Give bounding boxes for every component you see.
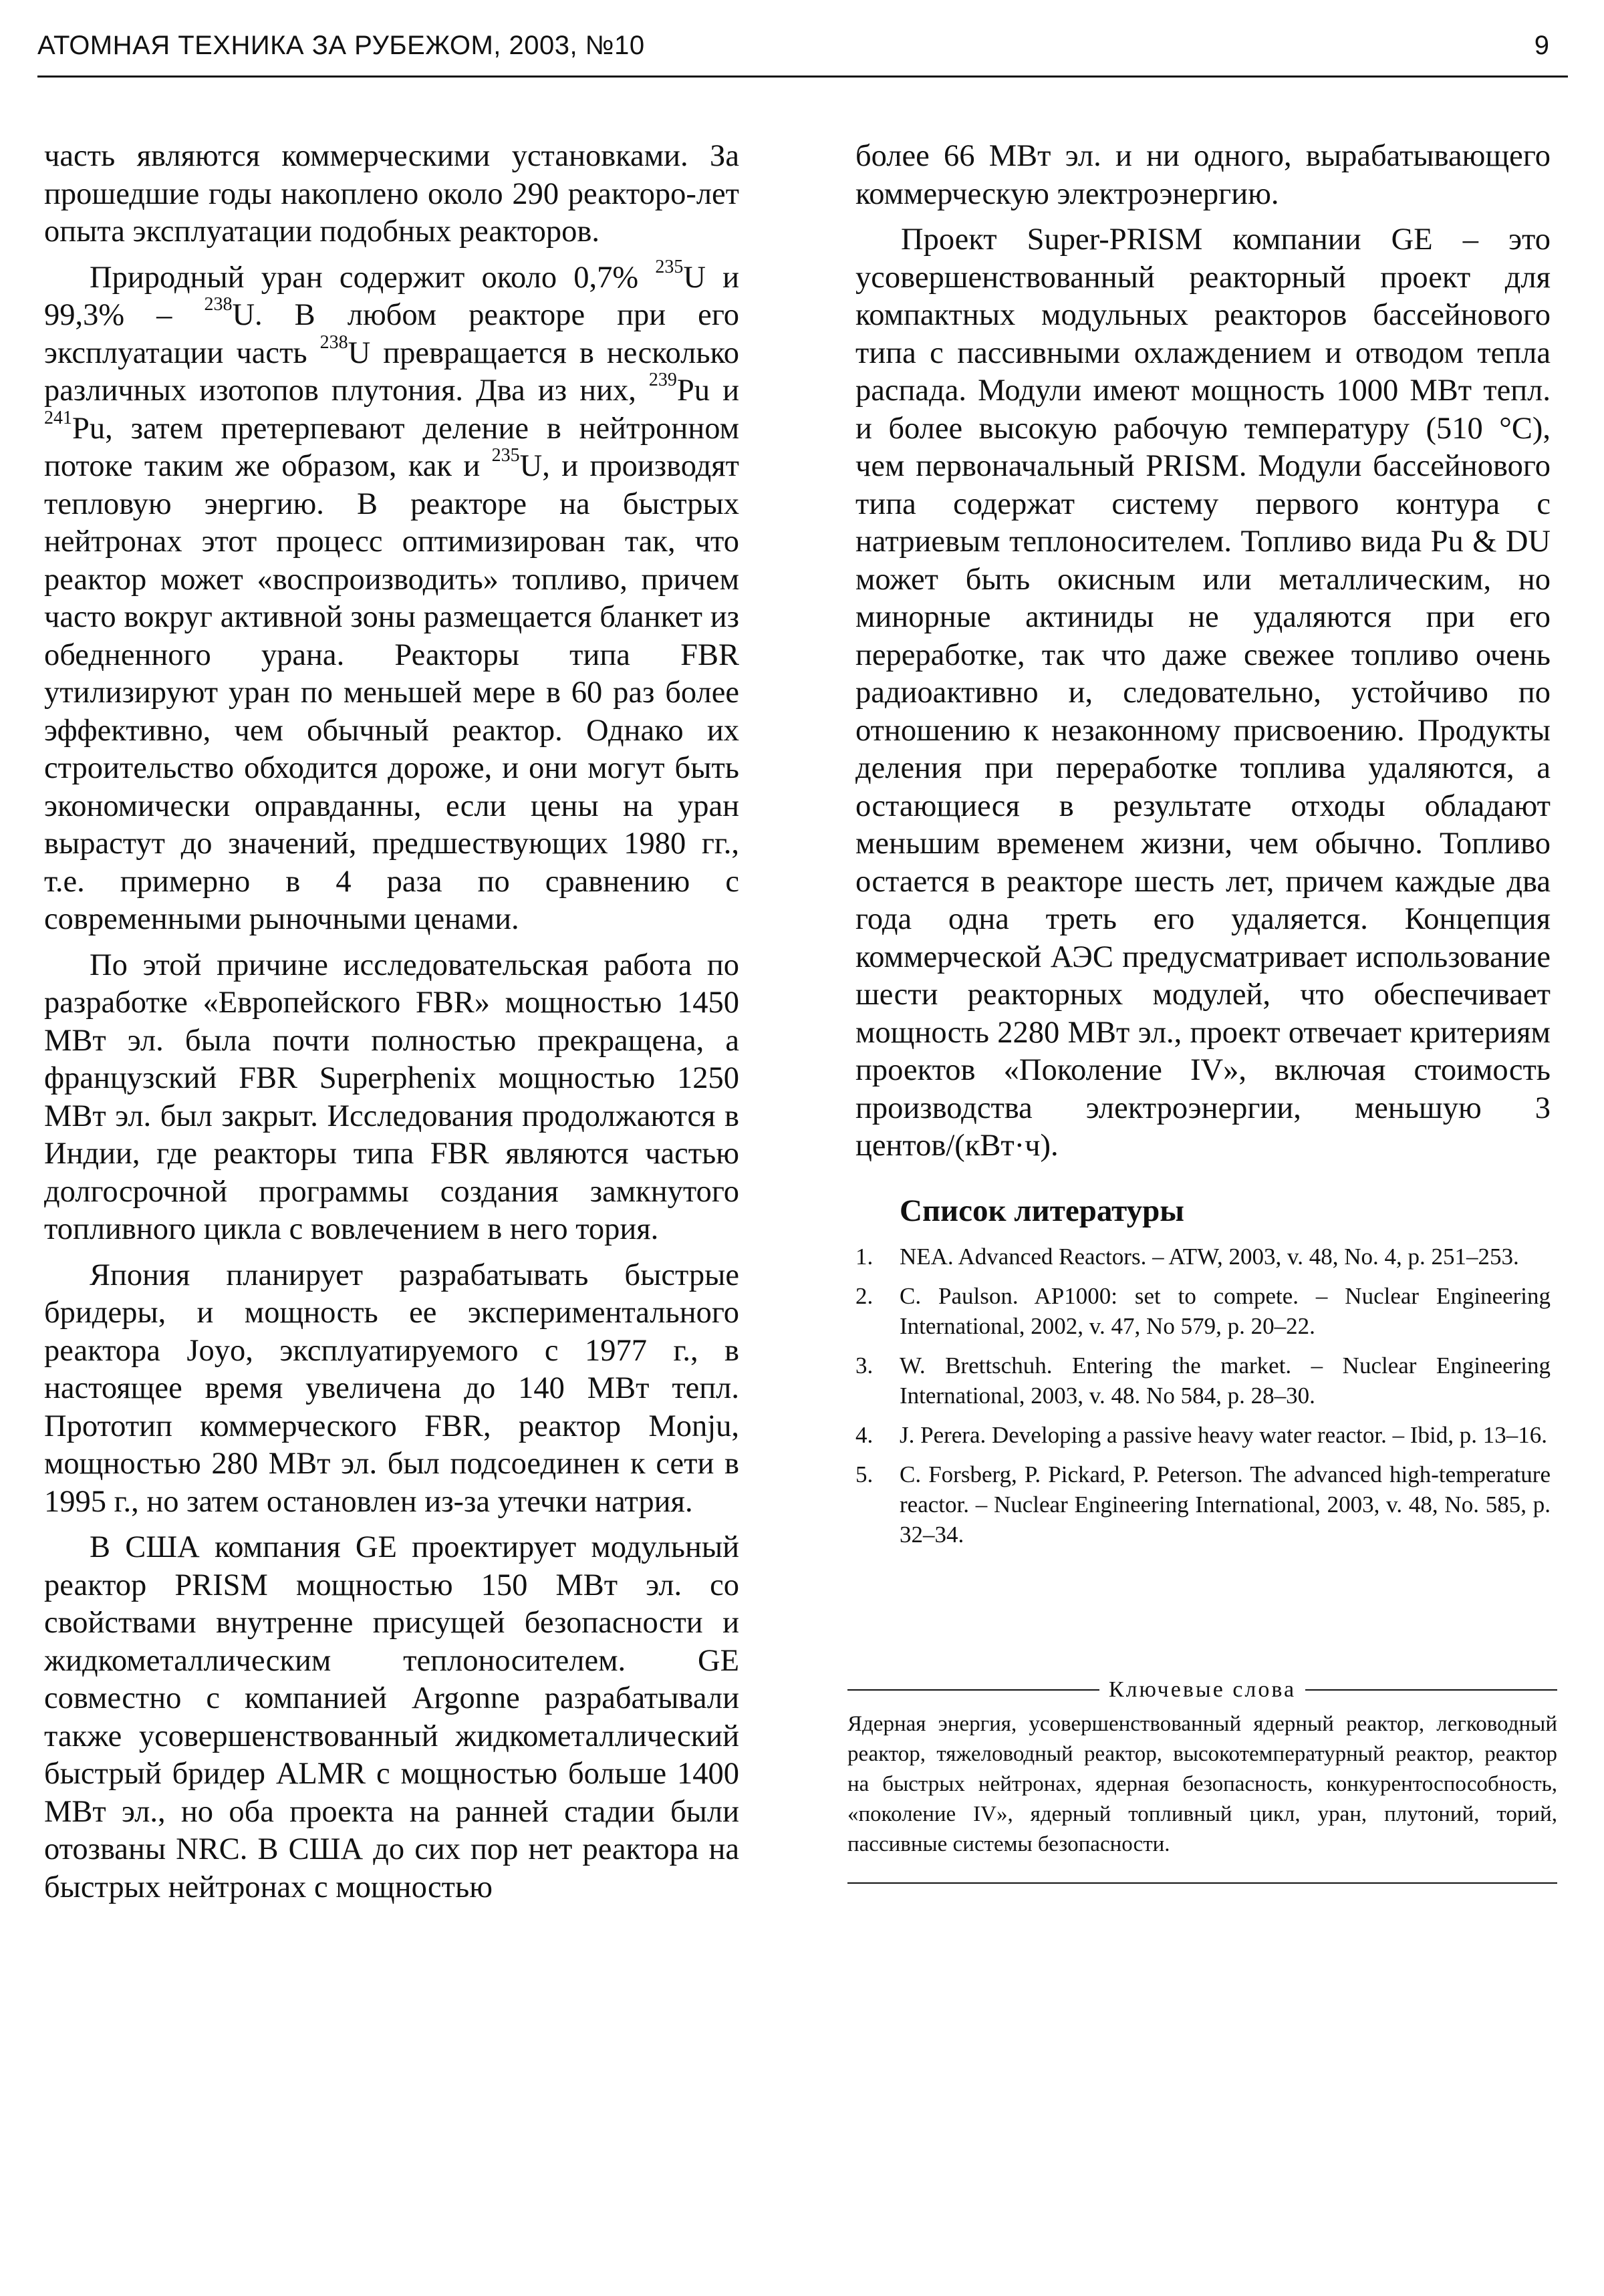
divider	[847, 1689, 1099, 1691]
divider	[1305, 1689, 1557, 1691]
reference-item: 3. W. Brettschuh. Entering the market. – Nuclear Engineering International, 2003, v. 48. No 584, p. 28–30.	[855, 1352, 1551, 1409]
paragraph: часть являются коммерческими установками. За прошедшие годы накоплено около 290 реакторо-лет опыта эксплуатации подобных реакторов.	[44, 139, 739, 249]
keywords-text: Ядерная энергия, усовершенствованный ядерный реактор, легководный реактор, тяжеловодный реактор, высокотемпературный реактор, реактор на быстрых нейтронах, ядерная безопасность, конкурентоспособность, «поколение IV», ядерный топливный цикл, уран, плутоний, торий, пассивные системы безопасности.	[847, 1712, 1557, 1856]
reference-item: 4. J. Perera. Developing a passive heavy water reactor. – Ibid, p. 13–16.	[855, 1422, 1547, 1448]
page-number: 9	[1534, 31, 1549, 60]
paragraph: По этой причине исследовательская работа по разработке «Европейского FBR» мощностью 1450 МВт эл. была почти полностью прекращена, а французский FBR Superphenix мощностью 1250 МВт эл. был закрыт. Исследования продолжаются в Индии, где реакторы типа FBR являются частью долгосрочной программы создания замкнутого топливного цикла с вовлечением в него тория.	[44, 948, 739, 1246]
keywords-title: Ключевые слова	[1108, 1677, 1297, 1702]
divider	[847, 1882, 1557, 1884]
paragraph: Япония планирует разрабатывать быстрые бридеры, и мощность ее экспериментального реактора Joyo, эксплуатируемого с 1977 г., в настоящее время увеличена до 140 МВт тепл. Прототип коммерческого FBR, реактор Monju, мощностью 280 МВт эл. был подсоединен к сети в 1995 г., но затем остановлен из-за утечки натрия.	[44, 1258, 739, 1519]
left-column	[44, 138, 739, 1906]
running-header	[37, 27, 1568, 78]
reference-item: 5. C. Forsberg, P. Pickard, P. Peterson. The advanced high-temperature reactor. – Nuclear Engineering International, 2003, v. 48, No. 585, p. 32–34.	[855, 1461, 1551, 1548]
keywords-box	[847, 1677, 1557, 1884]
reference-item: 1. NEA. Advanced Reactors. – ATW, 2003, v. 48, No. 4, p. 251–253.	[855, 1244, 1519, 1270]
references-list	[855, 1242, 1551, 1550]
references-title: Список литературы	[900, 1193, 1184, 1228]
paragraph: более 66 МВт эл. и ни одного, вырабатывающего коммерческую электроэнергию.	[855, 139, 1551, 211]
keywords-header	[847, 1677, 1557, 1703]
right-column	[855, 138, 1551, 1559]
paragraph: Проект Super-PRISM компании GE – это усовершенствованный реакторный проект для компактных модульных реакторов бассейнового типа с пассивными охлаждением и отводом тепла распада. Модули имеют мощность 1000 МВт тепл. и более высокую рабочую температуру (510 °С), чем первоначальный PRISM. Модули бассейнового типа содержат систему первого контура с натриевым теплоносителем. Топливо вида Pu & DU может быть окисным или металлическим, но минорные актиниды не удаляются при его переработке, так что даже свежее топливо очень радиоактивно и, следовательно, устойчиво по отношению к незаконному присвоению. Продукты деления при переработке топлива удаляются, а остающиеся в результате отходы обладают меньшим временем жизни, чем обычно. Топливо остается в реакторе шесть лет, причем каждые два года одна треть его удаляется. Концепция коммерческой АЭС предусматривает использование шести реакторных модулей, что обеспечивает мощность 2280 МВт эл., проект отвечает критериям проектов «Поколение IV», включая стоимость производства электроэнергии, меньшую 3 центов/(кВт·ч).	[855, 223, 1551, 1163]
journal-title: АТОМНАЯ ТЕХНИКА ЗА РУБЕЖОМ, 2003, №10	[37, 31, 645, 60]
paragraph-isotopes: Природный уран содержит около 0,7% $^{235}$U и 99,3% – $^{238}$U. В любом реакторе при его эксплуатации часть $^{238}$U превращается в несколько различных изотопов плутония. Два из них, $^{239}$Pu и $^{241}$Pu, затем претерпевают деление в нейтронном потоке таким же образом, как и $^{235}$U, и производят тепловую энергию. В реакторе на быстрых нейтронах этот процесс оптимизирован так, что реактор может «воспроизводить» топливо, причем часто вокруг активной зоны размещается бланкет из обедненного урана. Реакторы типа FBR утилизируют уран по меньшей мере в 60 раз более эффективно, чем обычный реактор. Однако их строительство обходится дороже, и они могут быть экономически оправданны, если цены на уран вырастут до значений, предшествующих 1980 гг., т.е. примерно в 4 раза по сравнению с современными рыночными ценами.	[44, 256, 740, 936]
reference-item: 2. C. Paulson. AP1000: set to compete. – Nuclear Engineering International, 2002, v. 47, No 579, p. 20–22.	[855, 1283, 1551, 1339]
paragraph: В США компания GE проектирует модульный реактор PRISM мощностью 150 МВт эл. со свойствами внутренне присущей безопасности и жидкометаллическим теплоносителем. GE совместно с компанией Argonne разрабатывали также усовершенствованный жидкометаллический быстрый бридер ALMR с мощностью больше 1400 МВт эл., но оба проекта на ранней стадии были отозваны NRC. В США до сих пор нет реактора на быстрых нейтронах с мощностью	[44, 1530, 739, 1904]
